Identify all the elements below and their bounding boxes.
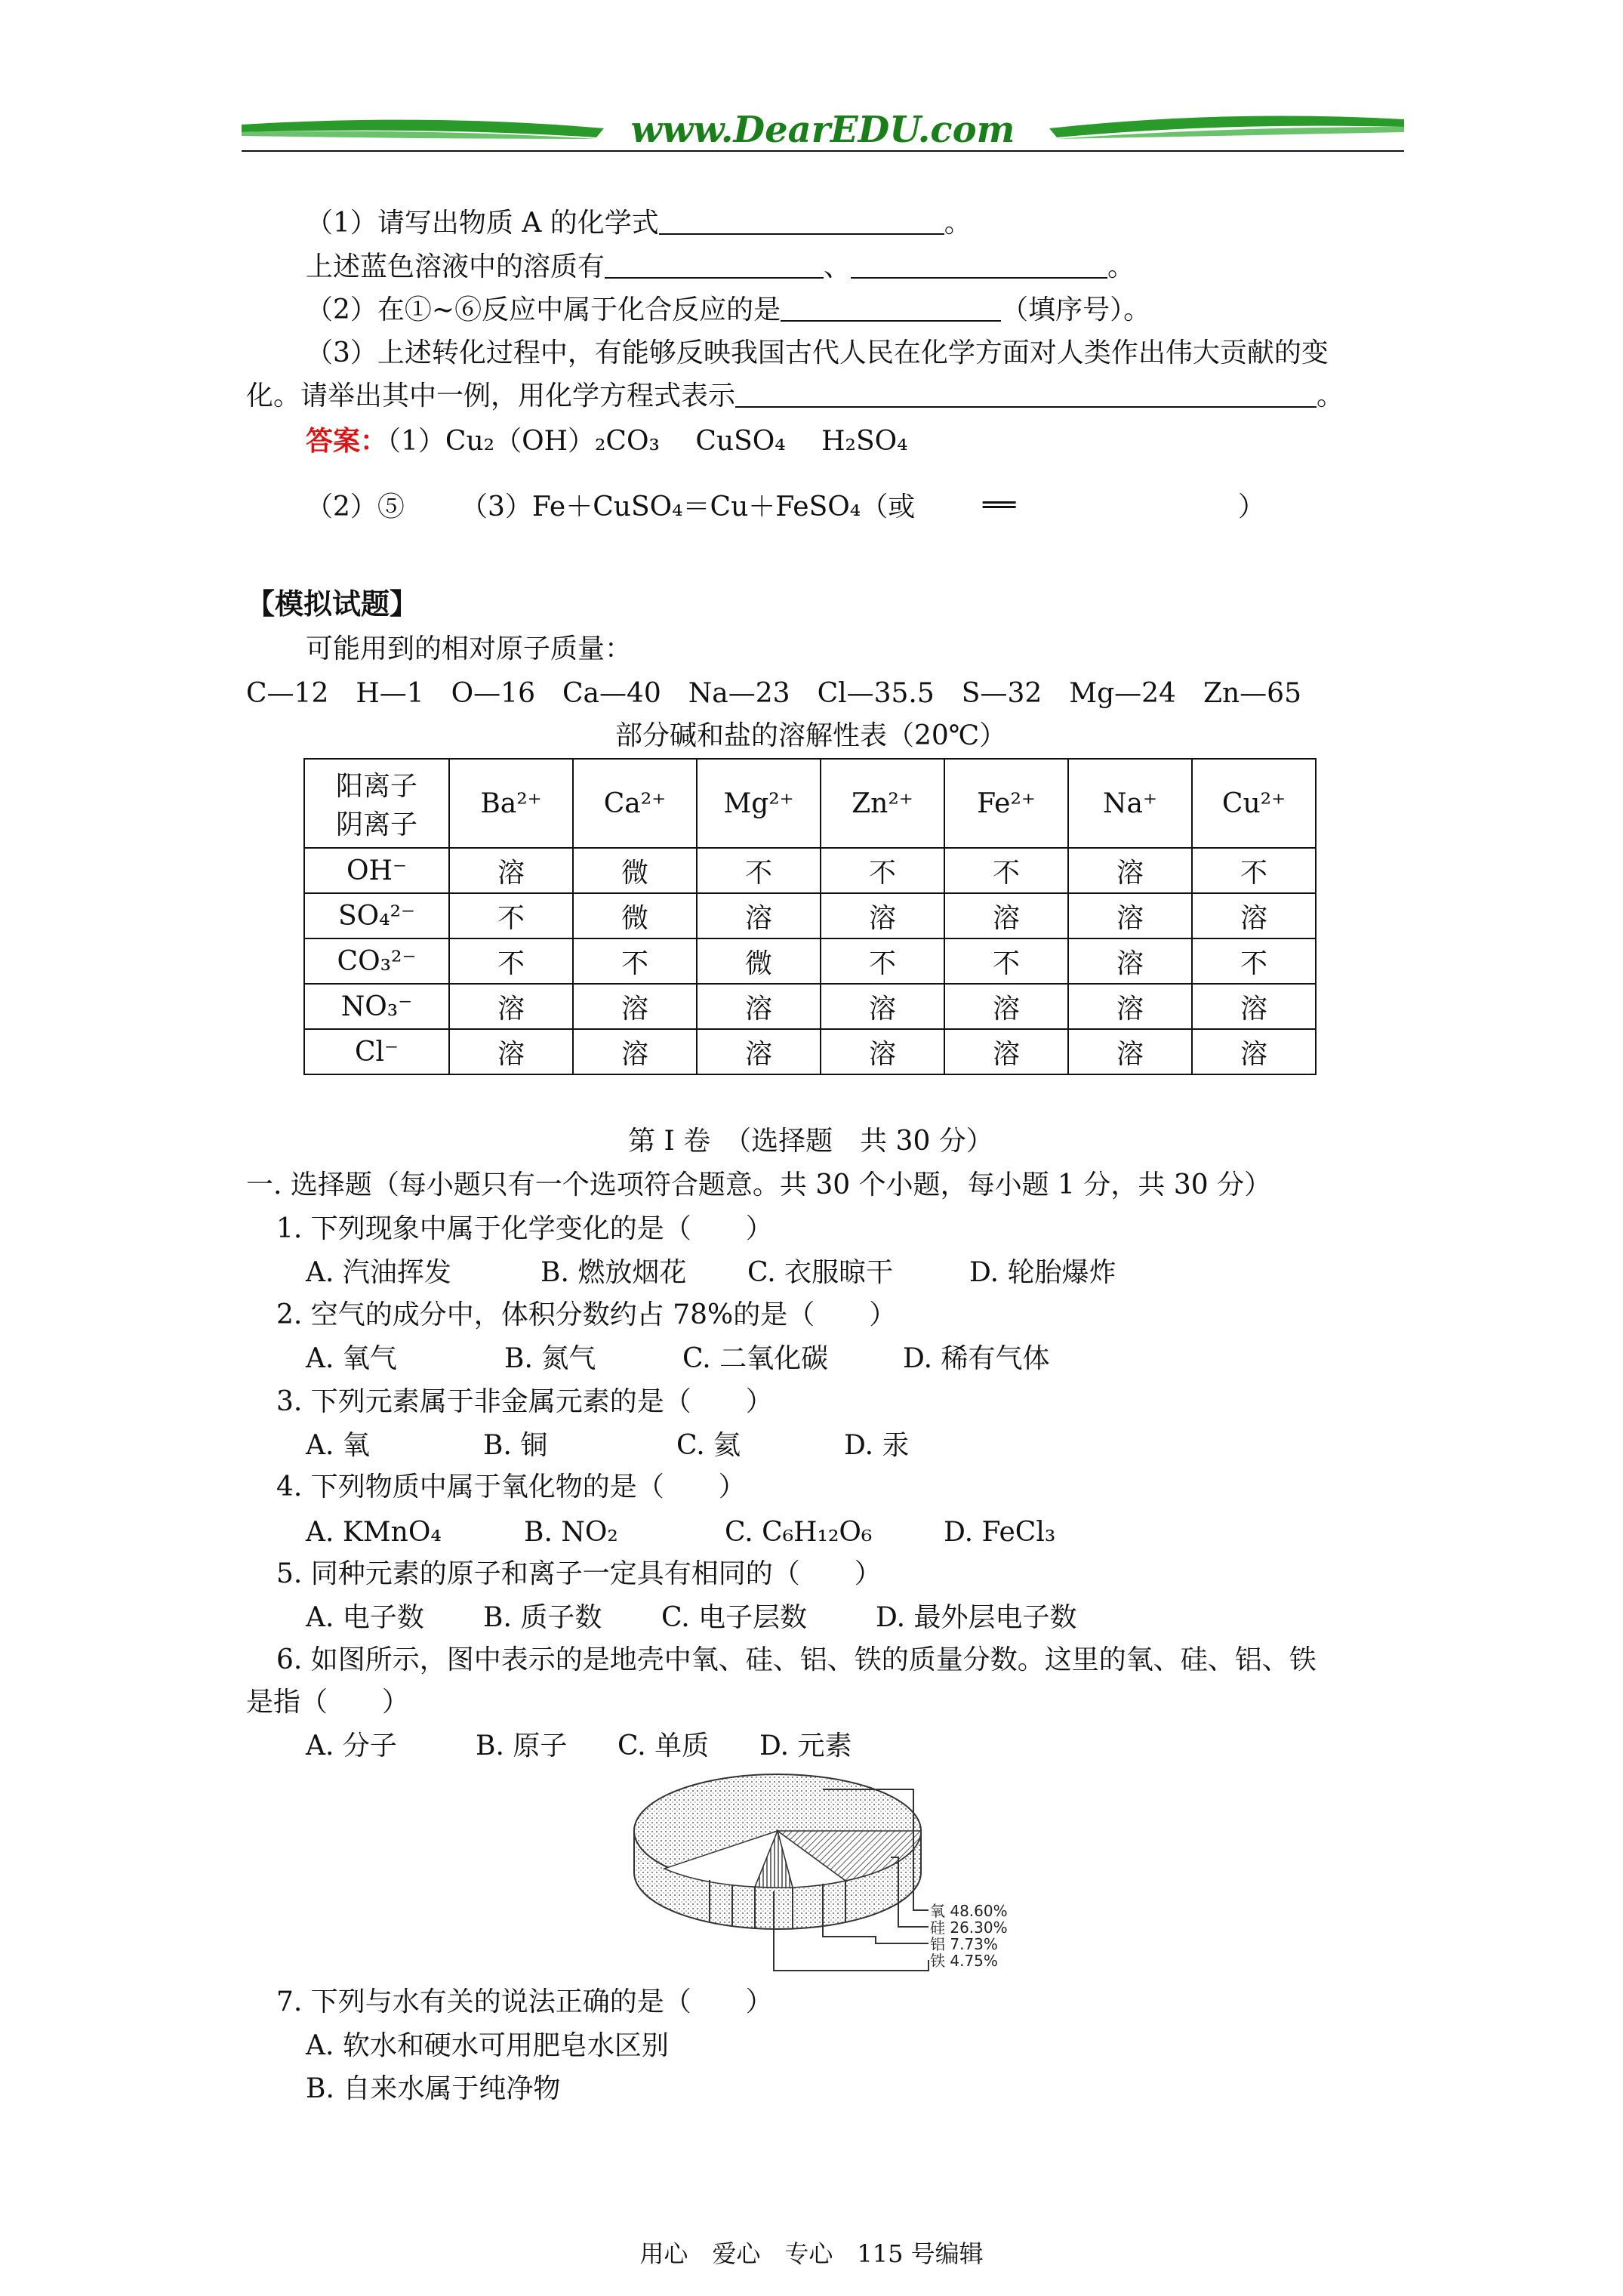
table-cell: 溶 [1068, 938, 1192, 984]
mass-intro: 可能用到的相对原子质量： [306, 633, 633, 664]
table-cell: 不 [944, 848, 1068, 893]
table-cell: 溶 [1068, 984, 1192, 1029]
corner-anion-label: 阴离子 [335, 809, 417, 840]
table-cell: 溶 [573, 984, 697, 1029]
answer-3: （3）Fe＋CuSO₄＝Cu＋FeSO₄（或 [460, 492, 916, 522]
table-row [304, 984, 1316, 1029]
q2-option-b[interactable]: B. 氮气 [504, 1343, 596, 1374]
q2-option-c[interactable]: C. 二氧化碳 [682, 1343, 829, 1374]
table-cell: 溶 [944, 984, 1068, 1029]
answer-blank [851, 254, 1107, 279]
question-2: 2. 空气的成分中，体积分数约占 78%的是（ ） [276, 1299, 897, 1330]
table-row [304, 938, 1316, 984]
table-cell: 微 [573, 893, 697, 938]
q2-option-d[interactable]: D. 稀有气体 [903, 1343, 1050, 1374]
table-corner [304, 759, 449, 848]
table-cell: 溶 [449, 1029, 573, 1074]
crust-composition-pie [619, 1767, 1027, 1978]
answer-blank [605, 254, 824, 279]
anion-label: CO₃²⁻ [304, 938, 449, 984]
cation-header: Mg²⁺ [697, 759, 821, 848]
q5-option-d[interactable]: D. 最外层电子数 [876, 1602, 1077, 1633]
q5-option-b[interactable]: B. 质子数 [483, 1602, 602, 1633]
answer-1: 答案：（1）Cu₂（OH）₂CO₃ CuSO₄ H₂SO₄ [306, 425, 908, 457]
table-cell: 不 [1192, 938, 1316, 984]
table-cell: 溶 [573, 1029, 697, 1074]
table-cell: 不 [449, 938, 573, 984]
q7-option-b[interactable]: B. 自来水属于纯净物 [306, 2073, 561, 2104]
section-heading: 【模拟试题】 [246, 587, 419, 621]
anion-label: Cl⁻ [304, 1029, 449, 1074]
question-6-line2: 是指（ ） [246, 1687, 410, 1718]
table-row [304, 1029, 1316, 1074]
q4-option-b[interactable]: B. NO₂ [524, 1517, 618, 1548]
table-cell: 溶 [1192, 893, 1316, 938]
answer-label: 答案： [306, 425, 388, 457]
part-title: 第 I 卷 （选择题 共 30 分） [628, 1126, 993, 1157]
table-cell: 微 [697, 938, 821, 984]
table-cell: 溶 [1068, 848, 1192, 893]
cation-header: Ca²⁺ [573, 759, 697, 848]
table-cell: 溶 [697, 984, 821, 1029]
question-6-line1: 6. 如图所示，图中表示的是地壳中氧、硅、铝、铁的质量分数。这里的氧、硅、铝、铁 [276, 1644, 1317, 1675]
table-cell: 不 [697, 848, 821, 893]
table-cell: 溶 [821, 1029, 944, 1074]
table-row [304, 893, 1316, 938]
q3-line1: （3）上述转化过程中，有能够反映我国古代人民在化学方面对人类作出伟大贡献的变 [306, 337, 1329, 368]
atomic-masses: C—12 H—1 O—16 Ca—40 Na—23 Cl—35.5 S—32 Mg—24 Zn—65 [246, 678, 1301, 709]
table-cell: 溶 [944, 893, 1068, 938]
section-instructions: 一. 选择题（每小题只有一个选项符合题意。共 30 个小题，每小题 1 分，共 30 分） [246, 1170, 1272, 1200]
q6-option-c[interactable]: C. 单质 [617, 1730, 710, 1761]
table-cell: 不 [449, 893, 573, 938]
question-1: 1. 下列现象中属于化学变化的是（ ） [276, 1213, 773, 1244]
q6-option-a[interactable]: A. 分子 [306, 1730, 397, 1761]
q4-option-d[interactable]: D. FeCl₃ [944, 1517, 1056, 1548]
anion-label: OH⁻ [304, 848, 449, 893]
legend-iron: 铁 4.75% [930, 1952, 998, 1970]
cation-header: Zn²⁺ [821, 759, 944, 848]
cation-header: Ba²⁺ [449, 759, 573, 848]
anion-label: SO₄²⁻ [304, 893, 449, 938]
table-row [304, 848, 1316, 893]
solubility-table [303, 758, 1317, 1075]
header-logo [242, 106, 1404, 166]
answer-blank [735, 384, 1317, 408]
table-cell: 溶 [821, 893, 944, 938]
q2: （2）在①~⑥反应中属于化合反应的是 （填序号）。 [306, 294, 1151, 325]
table-cell: 不 [821, 938, 944, 984]
table-cell: 溶 [449, 848, 573, 893]
table-cell: 溶 [1192, 1029, 1316, 1074]
q3-option-c[interactable]: C. 氦 [676, 1430, 741, 1461]
q1-option-b[interactable]: B. 燃放烟花 [540, 1257, 687, 1288]
q4-option-c[interactable]: C. C₆H₁₂O₆ [725, 1517, 873, 1548]
question-3: 3. 下列元素属于非金属元素的是（ ） [276, 1386, 773, 1417]
q3-option-a[interactable]: A. 氧 [306, 1430, 370, 1461]
q1-option-a[interactable]: A. 汽油挥发 [306, 1257, 451, 1288]
table-cell: 溶 [1068, 893, 1192, 938]
table-cell: 溶 [697, 893, 821, 938]
q1-b: 上述蓝色溶液中的溶质有 、 。 [306, 251, 1135, 282]
q3-option-d[interactable]: D. 汞 [844, 1430, 910, 1461]
table-cell: 溶 [944, 1029, 1068, 1074]
table-title: 部分碱和盐的溶解性表（20℃） [615, 720, 1007, 751]
answer-blank [659, 211, 944, 235]
table-cell: 不 [1192, 848, 1316, 893]
cation-header: Fe²⁺ [944, 759, 1068, 848]
table-cell: 溶 [449, 984, 573, 1029]
q3-line2: 化。请举出其中一例，用化学方程式表示 。 [246, 381, 1344, 411]
table-cell: 微 [573, 848, 697, 893]
q1-a: （1）请写出物质 A 的化学式 。 [306, 208, 972, 239]
anion-label: NO₃⁻ [304, 984, 449, 1029]
table-cell: 溶 [821, 984, 944, 1029]
equation-sign: ══ [983, 490, 1016, 521]
question-5: 5. 同种元素的原子和离子一定具有相同的（ ） [276, 1558, 882, 1589]
legend-oxygen: 氧 48.60% [930, 1902, 1008, 1920]
q3-option-b[interactable]: B. 铜 [483, 1430, 548, 1461]
q6-option-d[interactable]: D. 元素 [759, 1730, 852, 1761]
table-cell: 不 [573, 938, 697, 984]
site-name: www.DearEDU.com [630, 109, 1015, 151]
corner-cation-label: 阳离子 [335, 771, 417, 802]
legend-aluminum: 铝 7.73% [930, 1935, 998, 1953]
q1-option-d[interactable]: D. 轮胎爆炸 [969, 1257, 1116, 1288]
q6-option-b[interactable]: B. 原子 [476, 1730, 568, 1761]
q5-option-c[interactable]: C. 电子层数 [661, 1602, 808, 1633]
close-paren: ） [1238, 492, 1266, 522]
table-cell: 不 [821, 848, 944, 893]
table-cell: 溶 [697, 1029, 821, 1074]
legend-silicon: 硅 26.30% [930, 1918, 1008, 1937]
q4-option-a[interactable]: A. KMnO₄ [306, 1517, 442, 1548]
cation-header: Cu²⁺ [1192, 759, 1316, 848]
page-footer: 用心 爱心 专心 115 号编辑 [639, 2239, 984, 2268]
question-4: 4. 下列物质中属于氧化物的是（ ） [276, 1472, 746, 1502]
q7-option-a[interactable]: A. 软水和硬水可用肥皂水区别 [306, 2030, 669, 2061]
answer-blank [781, 297, 1001, 322]
q5-option-a[interactable]: A. 电子数 [306, 1602, 424, 1633]
table-cell: 不 [944, 938, 1068, 984]
q2-option-a[interactable]: A. 氧气 [306, 1343, 397, 1374]
table-cell: 溶 [1068, 1029, 1192, 1074]
answer-2: （2）⑤ [306, 492, 405, 522]
question-7: 7. 下列与水有关的说法正确的是（ ） [276, 1986, 773, 2017]
cation-header: Na⁺ [1068, 759, 1192, 848]
table-cell: 溶 [1192, 984, 1316, 1029]
q1-option-c[interactable]: C. 衣服晾干 [747, 1257, 894, 1288]
